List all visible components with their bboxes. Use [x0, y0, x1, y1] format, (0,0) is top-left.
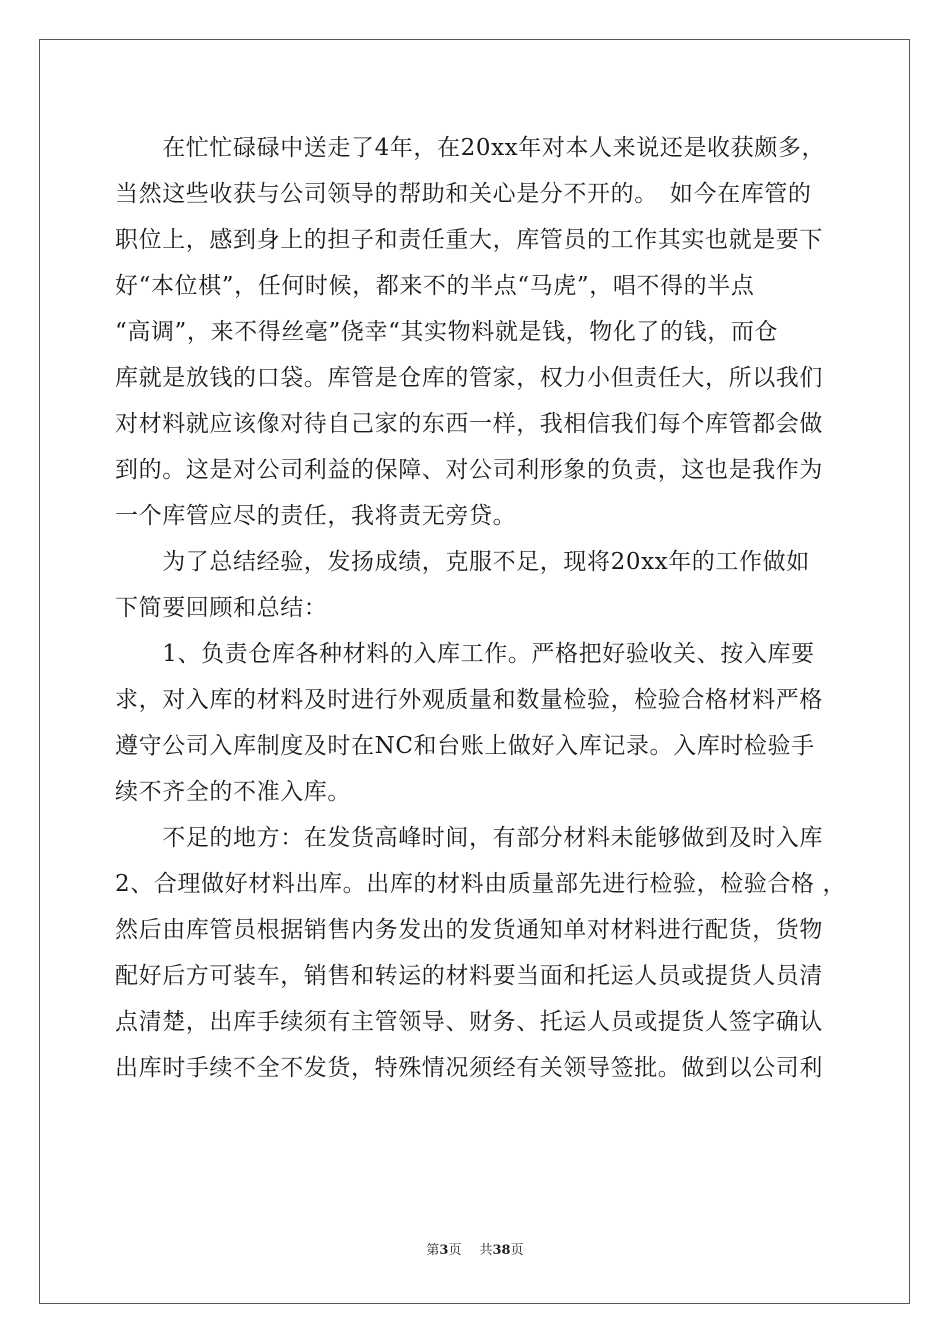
current-page-number: 3 [439, 1243, 449, 1258]
body-line: 到的。这是对公司利益的保障、对公司利形象的负责，这也是我作为 [115, 457, 823, 483]
body-line: 为了总结经验，发扬成绩，克服不足，现将20xx年的工作做如 [115, 549, 810, 575]
body-line: 在忙忙碌碌中送走了4年，在20xx年对本人来说还是收获颇多， [115, 135, 826, 161]
body-line: 出库时手续不全不发货，特殊情况须经有关领导签批。做到以公司利 [115, 1055, 823, 1081]
body-line: 不足的地方：在发货高峰时间，有部分材料未能够做到及时入库 [115, 825, 823, 851]
body-line: 1、负责仓库各种材料的入库工作。严格把好验收关、按入库要 [115, 641, 815, 667]
total-pages-number: 38 [492, 1243, 511, 1258]
page-suffix: 页 [448, 1243, 462, 1258]
page-footer [0, 1243, 950, 1259]
body-line: 2、合理做好材料出库。出库的材料由质量部先进行检验，检验合格 ， [115, 871, 847, 897]
body-line: 求，对入库的材料及时进行外观质量和数量检验，检验合格材料严格 [115, 687, 823, 713]
body-line: 职位上，感到身上的担子和责任重大，库管员的工作其实也就是要下 [115, 227, 823, 253]
total-suffix: 页 [510, 1243, 524, 1258]
body-line: 然后由库管员根据销售内务发出的发货通知单对材料进行配货，货物 [115, 917, 823, 943]
total-prefix: 共 [479, 1243, 493, 1258]
body-line: 好“本位棋”，任何时候，都来不的半点“马虎”，唱不得的半点 [115, 273, 755, 299]
body-line: 一个库管应尽的责任，我将责无旁贷。 [115, 503, 517, 529]
body-line: 当然这些收获与公司领导的帮助和关心是分不开的。 如今在库管的 [115, 181, 812, 207]
body-line: 库就是放钱的口袋。库管是仓库的管家，权力小但责任大，所以我们 [115, 365, 823, 391]
body-line: “高调”，来不得丝毫”侥幸“其实物料就是钱，物化了的钱，而仓 [115, 319, 779, 345]
document-body [115, 125, 847, 1091]
body-line: 点清楚，出库手续须有主管领导、财务、托运人员或提货人签字确认 [115, 1009, 823, 1035]
page-prefix: 第 [426, 1243, 440, 1258]
body-line: 续不齐全的不准入库。 [115, 779, 351, 805]
body-line: 对材料就应该像对待自己家的东西一样，我相信我们每个库管都会做 [115, 411, 823, 437]
body-line: 下简要回顾和总结： [115, 595, 328, 621]
body-line: 配好后方可装车，销售和转运的材料要当面和托运人员或提货人员清 [115, 963, 823, 989]
body-line: 遵守公司入库制度及时在NC和台账上做好入库记录。入库时检验手 [115, 733, 815, 759]
